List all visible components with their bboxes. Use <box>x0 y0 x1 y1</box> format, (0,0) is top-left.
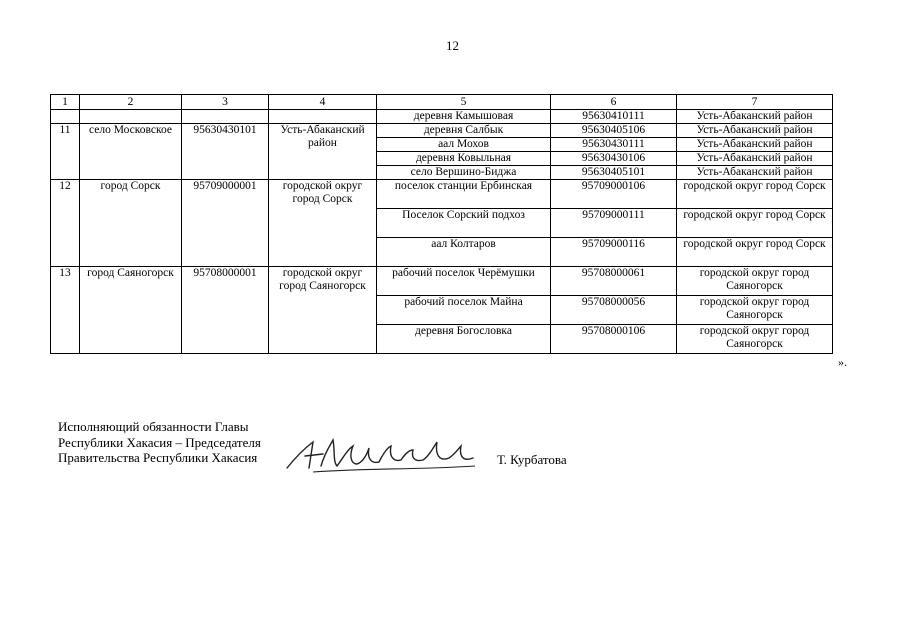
signatory-title <box>58 419 261 466</box>
table-cell: 95708000061 <box>551 267 677 296</box>
table-cell: деревня Ковыльная <box>377 152 551 166</box>
table-row <box>51 180 833 209</box>
handwritten-signature <box>283 428 483 476</box>
table-header-row <box>51 95 833 110</box>
settlements-table <box>50 94 833 354</box>
table-cell: поселок станции Ербинская <box>377 180 551 209</box>
table-cell: 95709000111 <box>551 209 677 238</box>
row-number: 11 <box>51 124 80 180</box>
page-number: 12 <box>446 38 459 53</box>
signature-stroke <box>287 440 473 468</box>
table-cell: 95708000106 <box>551 325 677 354</box>
district-name: городской округ город Саяногорск <box>269 267 377 354</box>
table-cell: 95630405106 <box>551 124 677 138</box>
column-header: 2 <box>80 95 182 110</box>
table-cell: деревня Камышовая <box>377 110 551 124</box>
table-cell: городской округ город Сорск <box>677 180 833 209</box>
municipality-code: 95708000001 <box>182 267 269 354</box>
signatory-title-line: Республики Хакасия – Председателя <box>58 434 261 450</box>
table-cell-empty <box>182 110 269 124</box>
column-header: 1 <box>51 95 80 110</box>
table-cell: 95630430106 <box>551 152 677 166</box>
table-cell: 95709000116 <box>551 238 677 267</box>
closing-quote: ». <box>838 355 847 369</box>
table-cell: Усть-Абаканский район <box>677 152 833 166</box>
table-cell: Усть-Абаканский район <box>677 166 833 180</box>
table-cell: городской округ город Саяногорск <box>677 296 833 325</box>
table-cell: аал Мохов <box>377 138 551 152</box>
table-row <box>51 110 833 124</box>
signer-name: Т. Курбатова <box>497 452 567 467</box>
table-cell: рабочий поселок Майна <box>377 296 551 325</box>
table-cell: 95709000106 <box>551 180 677 209</box>
table-cell-empty <box>269 110 377 124</box>
table-cell: Усть-Абаканский район <box>677 110 833 124</box>
table-cell-empty <box>80 110 182 124</box>
signatory-title-line: Исполняющий обязанности Главы <box>58 419 249 434</box>
column-header: 5 <box>377 95 551 110</box>
signatory-title-line: Правительства Республики Хакасия <box>58 450 258 465</box>
table-cell: городской округ город Саяногорск <box>677 267 833 296</box>
table-row <box>51 124 833 138</box>
table-cell: аал Колтаров <box>377 238 551 267</box>
column-header: 3 <box>182 95 269 110</box>
table-cell: рабочий поселок Черёмушки <box>377 267 551 296</box>
table-cell: деревня Салбык <box>377 124 551 138</box>
municipality-code: 95630430101 <box>182 124 269 180</box>
row-number: 12 <box>51 180 80 267</box>
table-cell: Усть-Абаканский район <box>677 124 833 138</box>
district-name: Усть-Абаканский район <box>269 124 377 180</box>
table-cell: село Вершино-Биджа <box>377 166 551 180</box>
table-cell: Поселок Сорский подхоз <box>377 209 551 238</box>
table-cell: деревня Богословка <box>377 325 551 354</box>
table-cell: городской округ город Сорск <box>677 238 833 267</box>
municipality-code: 95709000001 <box>182 180 269 267</box>
municipality-name: город Сорск <box>80 180 182 267</box>
row-number: 13 <box>51 267 80 354</box>
table-cell: 95630410111 <box>551 110 677 124</box>
municipality-name: село Московское <box>80 124 182 180</box>
column-header: 6 <box>551 95 677 110</box>
district-name: городской округ город Сорск <box>269 180 377 267</box>
table-cell: 95630405101 <box>551 166 677 180</box>
table-cell-empty <box>51 110 80 124</box>
column-header: 7 <box>677 95 833 110</box>
table-cell: 95630430111 <box>551 138 677 152</box>
table-cell: Усть-Абаканский район <box>677 138 833 152</box>
table-cell: городской округ город Саяногорск <box>677 325 833 354</box>
signature-underline <box>313 466 475 472</box>
column-header: 4 <box>269 95 377 110</box>
table-row <box>51 267 833 296</box>
municipality-name: город Саяногорск <box>80 267 182 354</box>
table-cell: городской округ город Сорск <box>677 209 833 238</box>
table-cell: 95708000056 <box>551 296 677 325</box>
